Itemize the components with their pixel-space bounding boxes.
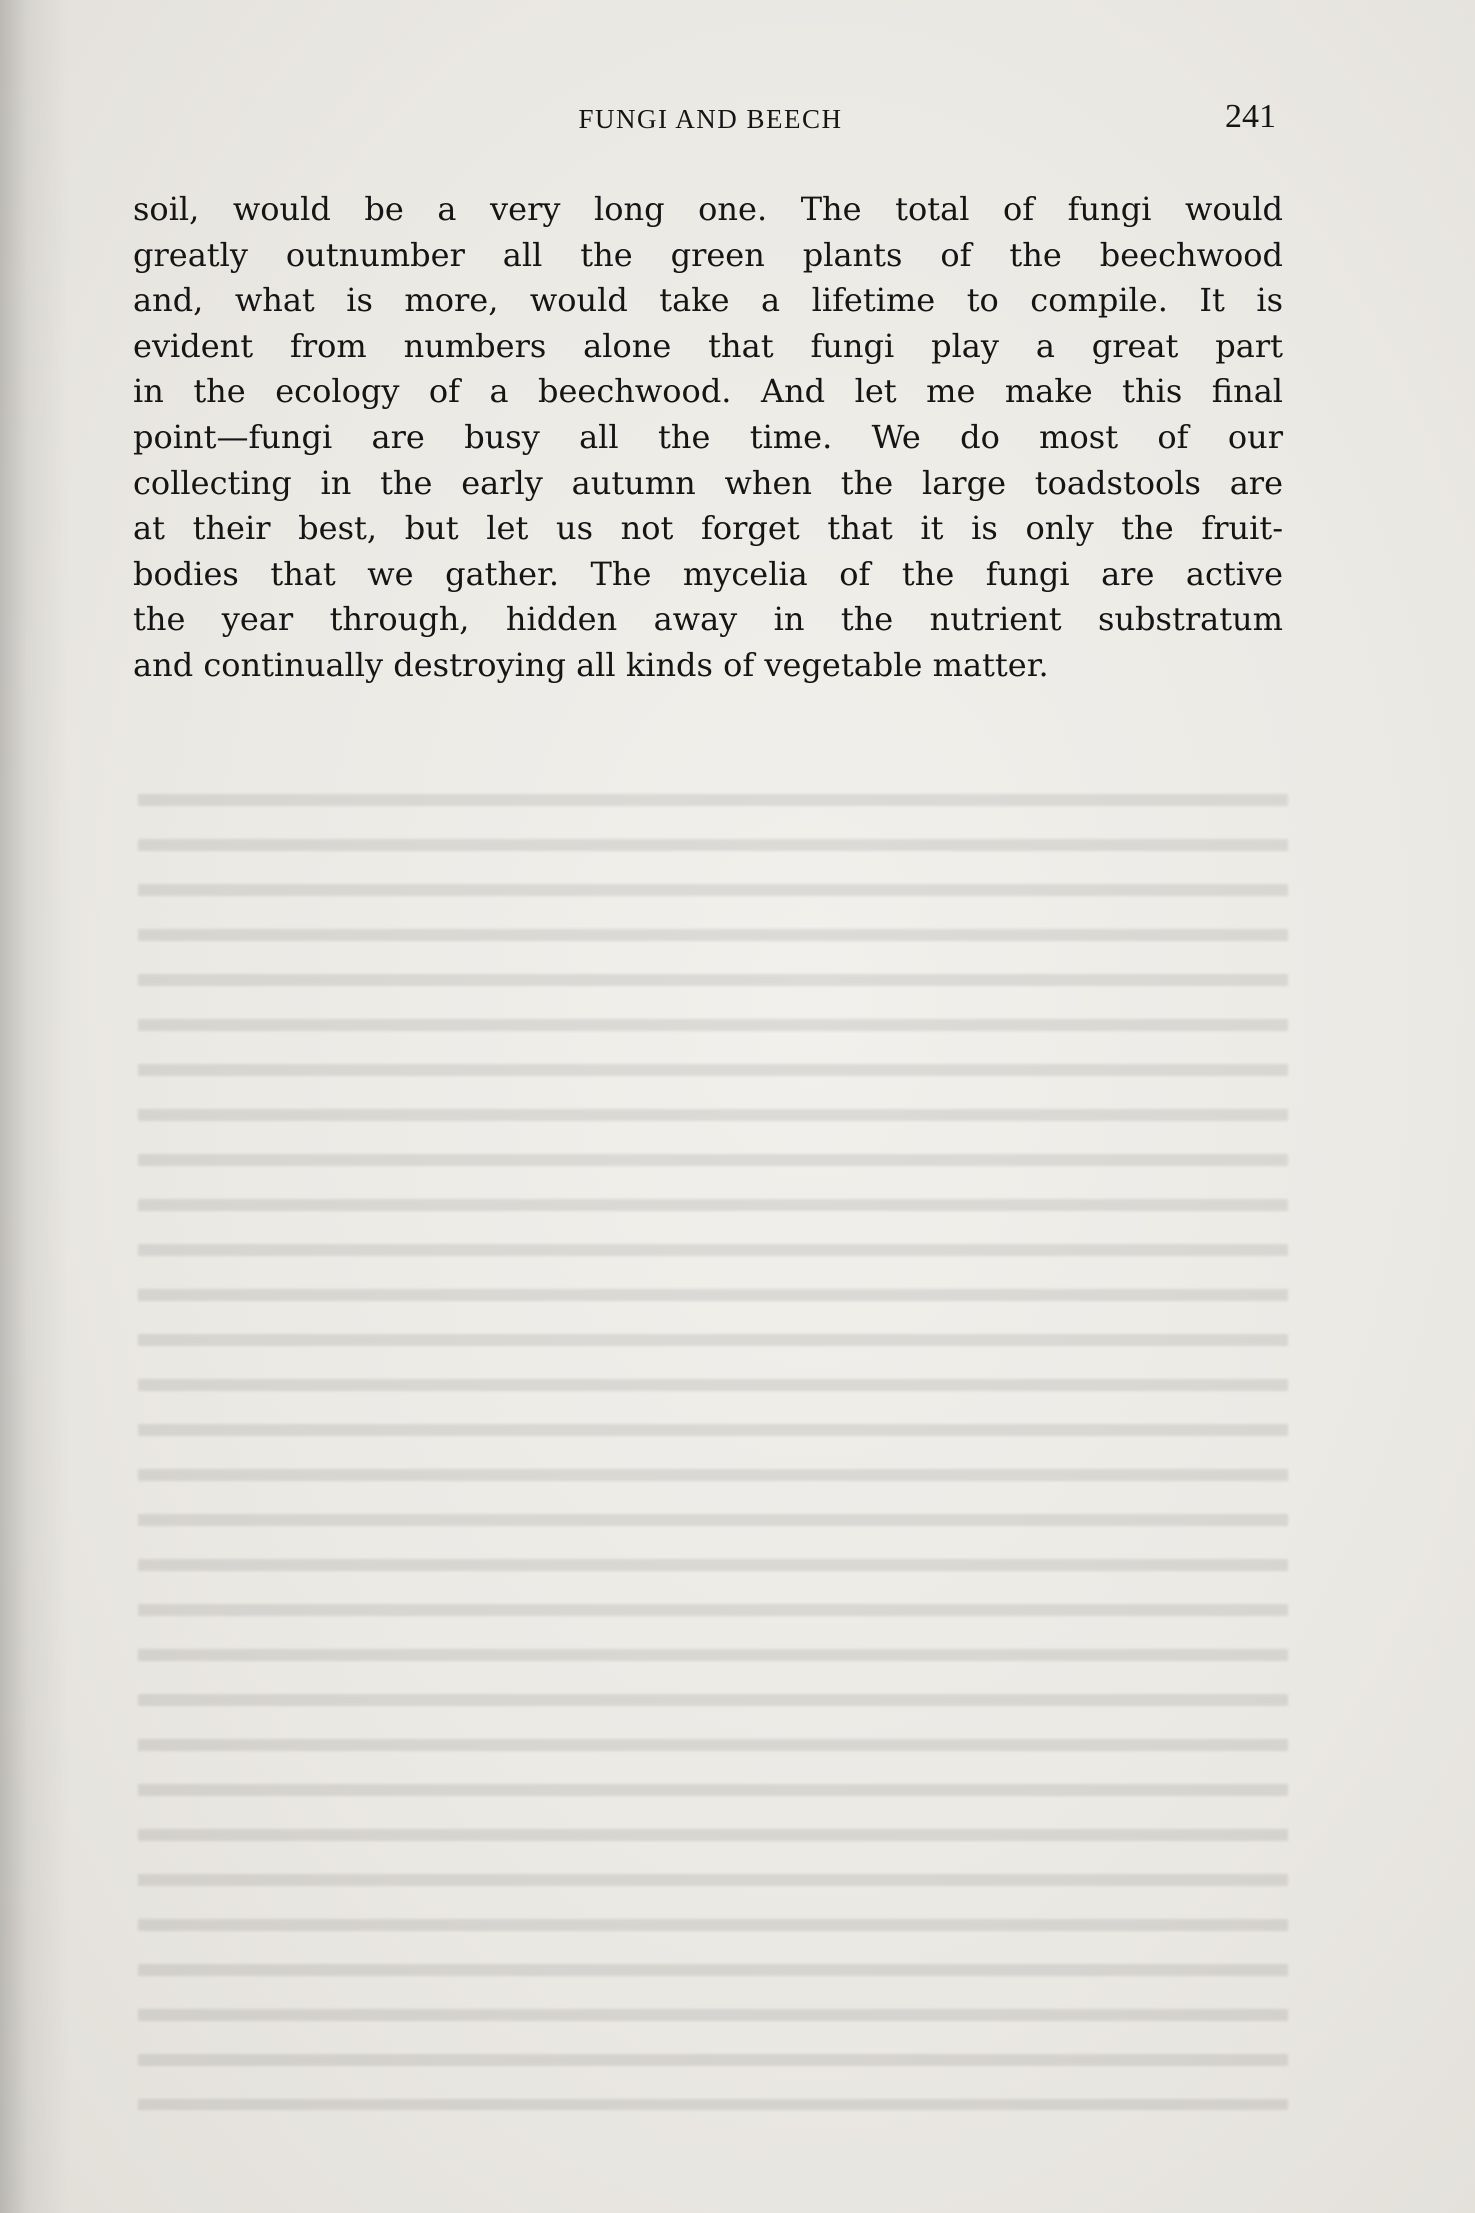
- running-head-title: FUNGI AND BEECH: [578, 104, 843, 134]
- text-line: greatly outnumber all the green plants of the beechwood: [133, 235, 1283, 274]
- page-number: 241: [1225, 98, 1276, 135]
- show-through-text-from-reverse: [138, 780, 1288, 2110]
- text-line: in the ecology of a beechwood. And let me make this final: [133, 372, 1283, 411]
- text-line: and, what is more, would take a lifetime to compile. It is: [133, 281, 1283, 320]
- text-line: point—fungi are busy all the time. We do most of our: [133, 417, 1283, 456]
- running-head: [137, 98, 1284, 142]
- text-line: the year through, hidden away in the nutrient substratum: [133, 600, 1283, 639]
- text-line: bodies that we gather. The mycelia of the fungi are active: [133, 554, 1283, 593]
- text-line: soil, would be a very long one. The total of fungi would: [133, 190, 1283, 228]
- text-line: collecting in the early autumn when the large toadstools are: [133, 463, 1283, 502]
- text-line: evident from numbers alone that fungi play a great part: [133, 326, 1283, 365]
- text-line: at their best, but let us not forget that it is only the fruit-: [133, 509, 1283, 548]
- body-paragraph: [133, 187, 1283, 689]
- text-line: and continually destroying all kinds of vegetable matter.: [133, 645, 1049, 684]
